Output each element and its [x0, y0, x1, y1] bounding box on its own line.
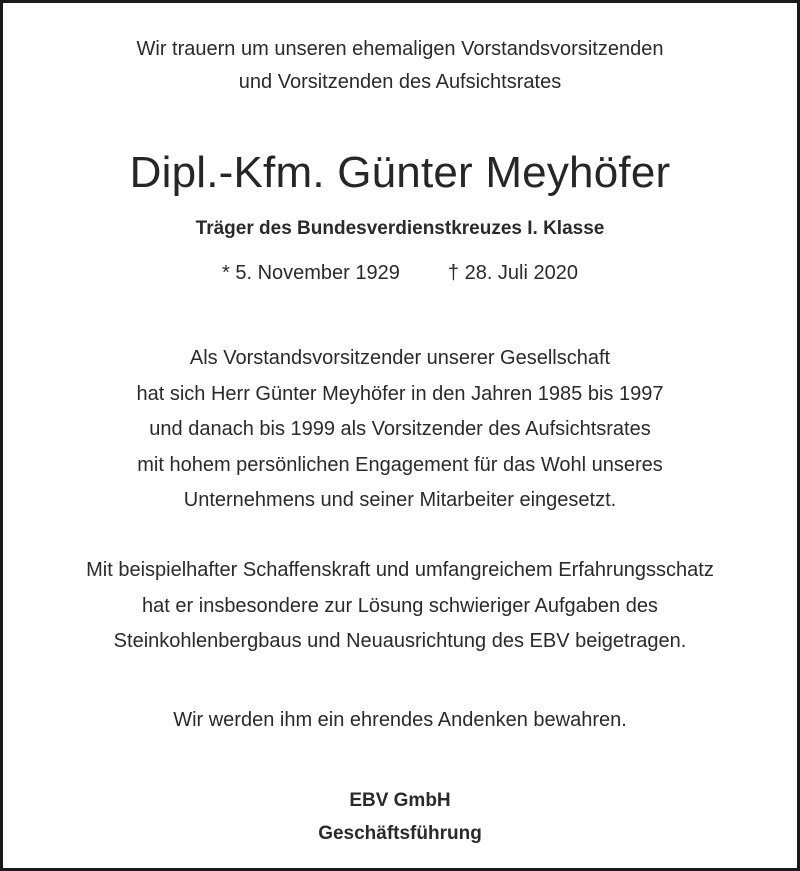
paragraph-line: und danach bis 1999 als Vorsitzender des Aufsichtsrates — [149, 418, 651, 440]
life-dates — [3, 259, 797, 287]
signature-company: EBV GmbH — [349, 790, 451, 811]
tribute-paragraph-1 — [3, 341, 797, 519]
deceased-name: Dipl.-Kfm. Günter Meyhöfer — [129, 148, 671, 197]
intro-line: und Vorsitzenden des Aufsichtsrates — [238, 71, 562, 93]
signature — [3, 784, 797, 850]
death-date: † 28. Juli 2020 — [447, 262, 578, 284]
paragraph-line: mit hohem persönlichen Engagement für das Wohl unseres — [137, 453, 663, 476]
signature-department: Geschäftsführung — [318, 823, 482, 844]
paragraph-line: Steinkohlenbergbaus und Neuausrichtung des EBV beigetragen. — [113, 630, 687, 652]
paragraph-line: hat sich Herr Günter Meyhöfer in den Jahren 1985 bis 1997 — [136, 382, 664, 405]
closing-line: Wir werden ihm ein ehrendes Andenken bewahren. — [173, 709, 627, 731]
intro-line: Wir trauern um unseren ehemaligen Vorstandsvorsitzenden — [136, 38, 664, 60]
intro-text — [3, 33, 797, 99]
honor-line: Träger des Bundesverdienstkreuzes I. Klasse — [195, 218, 605, 239]
paragraph-line: Als Vorstandsvorsitzender unserer Gesellschaft — [189, 347, 611, 369]
paragraph-line: hat er insbesondere zur Lösung schwieriger Aufgaben des — [142, 594, 658, 617]
tribute-paragraph-2 — [3, 553, 797, 660]
birth-date: * 5. November 1929 — [222, 262, 400, 284]
paragraph-line: Mit beispielhafter Schaffenskraft und umfangreichem Erfahrungsschatz — [86, 559, 714, 581]
paragraph-line: Unternehmens und seiner Mitarbeiter eingesetzt. — [183, 489, 617, 511]
